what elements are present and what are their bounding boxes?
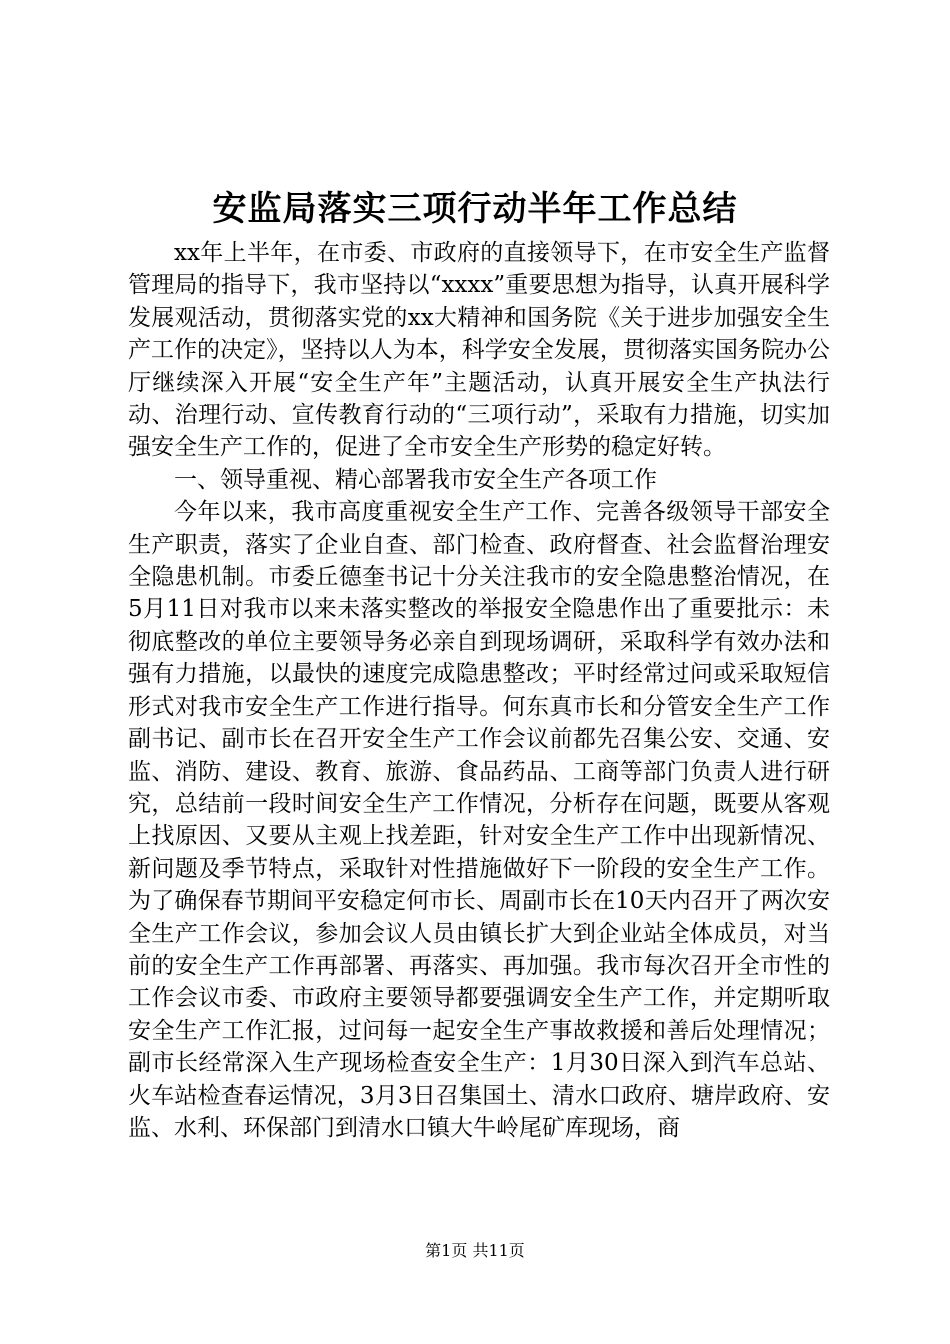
section-heading: 一、领导重视、精心部署我市安全生产各项工作 bbox=[174, 466, 657, 493]
body-paragraph: 今年以来，我市高度重视安全生产工作、完善各级领导干部安全生产职责，落实了企业自查、部门检查、政府督查、社会监督治理安全隐患机制。市委丘德奎书记十分关注我市的安全隐患整治情况，在5月11日对我市以来未落实整改的举报安全隐患作出了重要批示：未彻底整改的单位主要领导务必亲自到现场调研，采取科学有效办法和强有力措施，以最快的速度完成隐患整改；平时经常过问或采取短信形式对我市安全生产工作进行指导。何东真市长和分管安全生产工作副书记、副市长在召开安全生产工作会议前都先召集公安、交通、安监、消防、建设、教育、旅游、食品药品、工商等部门负责人进行研究，总结前一段时间安全生产工作情况，分析存在问题，既要从客观上找原因、又要从主观上找差距，针对安全生产工作中出现新情况、新问题及季节特点，采取针对性措施做好下一阶段的安全生产工作。为了确保春节期间平安稳定何市长、周副市长在10天内召开了两次安全生产工作会议，参加会议人员由镇长扩大到企业站全体成员，对当前的安全生产工作再部署、再落实、再加强。我市每次召开全市性的工作会议市委、市政府主要领导都要强调安全生产工作，并定期听取安全生产工作汇报，过问每一起安全生产事故救援和善后处理情况；副市长经常深入生产现场检查安全生产：1月30日深入到汽车总站、火车站检查春运情况，3月3日召集国土、清水口政府、塘岸政府、安监、水利、环保部门到清水口镇大牛岭尾矿库现场，商 bbox=[128, 499, 830, 1141]
document-body bbox=[128, 237, 830, 1144]
page-number-footer: 第1页 共11页 bbox=[425, 1241, 525, 1260]
intro-paragraph: xx年上半年，在市委、市政府的直接领导下，在市安全生产监督管理局的指导下，我市坚持以“xxxx”重要思想为指导，认真开展科学发展观活动，贯彻落实党的xx大精神和国务院《关于进步加强安全生产工作的决定》，坚持以人为本，科学安全发展，贯彻落实国务院办公厅继续深入开展“安全生产年”主题活动，认真开展安全生产执法行动、治理行动、宣传教育行动的“三项行动”，采取有力措施，切实加强安全生产工作的，促进了全市安全生产形势的稳定好转。 bbox=[128, 240, 830, 461]
document-title: 安监局落实三项行动半年工作总结 bbox=[212, 189, 738, 229]
